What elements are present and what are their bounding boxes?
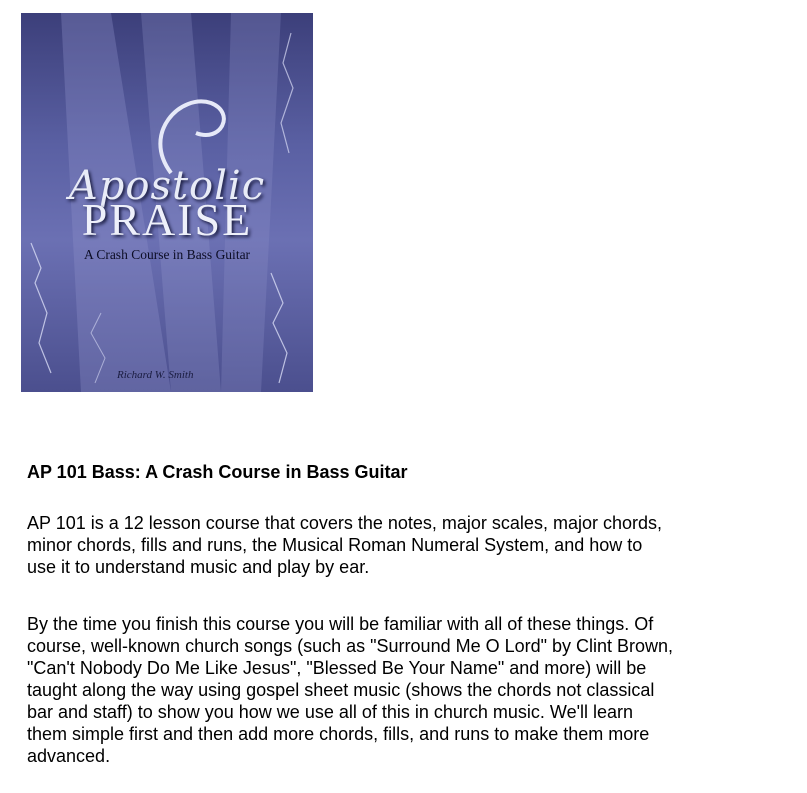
course-description-paragraph: AP 101 is a 12 lesson course that covers the notes, major scales, major chords, minor chords, fills and runs, the Musical Roman Numeral System, and how to use it to understand music and play by ear.: [27, 513, 662, 577]
cover-subtitle: A Crash Course in Bass Guitar: [83, 247, 251, 262]
book-cover-image: [21, 13, 313, 392]
cover-author: Richard W. Smith: [117, 369, 194, 381]
cover-title-script: Apostolic: [68, 163, 266, 209]
course-heading: AP 101 Bass: A Crash Course in Bass Guitar: [27, 462, 408, 482]
course-details-paragraph: By the time you finish this course you will be familiar with all of these things. Of course, well-known church songs (such as "Surround Me O Lord" by Clint Brown, "Can't Nobody Do Me Like Jesus", "Blessed Be Your Name" and more) will be taught along the way using gospel sheet music (shows the chords not classical bar and staff) to show you how we use all of this in church music. We'll learn them simple first and then add more chords, fills, and runs to make them more advanced.: [27, 614, 674, 766]
cover-title-main: PRAISE: [81, 194, 253, 245]
